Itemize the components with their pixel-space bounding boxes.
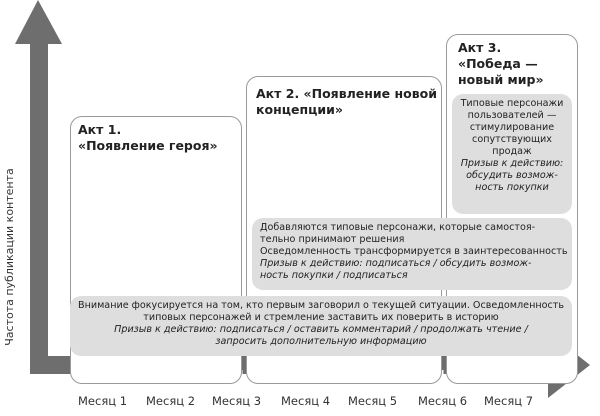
act-2-note-cta-2: ность покупки / подписаться <box>260 270 408 281</box>
act-1-title <box>78 122 218 154</box>
month-label-2: Месяц 2 <box>146 394 196 408</box>
act-2-note <box>252 218 572 290</box>
month-label-1: Месяц 1 <box>78 394 128 408</box>
act-2-note-line-1: Добавляются типовые персонажи, которые самостоя- <box>260 222 536 233</box>
act-3-note-cta-1: Призыв к действию: <box>460 158 564 169</box>
act-1-note-line-1: Внимание фокусируется на том, кто первым заговорил о текущей ситуации. Осведомленность <box>77 300 565 311</box>
act-1-note-cta-1: Призыв к действию: подписаться / оставить комментарий / продолжать чтение / <box>114 324 528 335</box>
month-label-3: Месяц 3 <box>212 394 262 408</box>
act-3-title <box>458 40 544 88</box>
act-3-note-line-5: продаж <box>492 146 532 157</box>
act-1-note-line-2: типовых персонажей и стремление заставить их поверить в историю <box>143 312 499 323</box>
month-label-6: Месяц 6 <box>418 394 468 408</box>
act-2-note-line-2: тельно принимают решения <box>260 234 405 245</box>
act-3-note-cta-2: обсудить возмож- <box>466 170 558 181</box>
act-2-title <box>256 86 437 118</box>
act-2-note-cta-1: Призыв к действию: подписаться / обсудить возмож- <box>260 258 532 269</box>
act-3-note-line-1: Типовые персонажи <box>460 98 564 109</box>
act-1-title-line-2: «Появление героя» <box>78 138 218 153</box>
act-3-note-line-4: сопутствующих <box>472 134 552 145</box>
act-3-note-line-3: стимулирование <box>469 122 555 133</box>
month-label-7: Месяц 7 <box>484 394 534 408</box>
act-3-note-line-2: пользователей — <box>467 110 557 121</box>
act-2-title-line-2: концепции» <box>256 102 343 117</box>
act-2-note-line-3: Осведомленность трансформируется в заинтересованность <box>260 246 568 257</box>
act-3-title-line-3: новый мир» <box>458 72 544 87</box>
act-3-note-cta-3: ность покупки <box>475 182 549 193</box>
act-1-note-cta-2: запросить дополнительную информацию <box>215 336 427 347</box>
y-axis-arrow <box>15 0 62 374</box>
act-2-title-line-1: Акт 2. «Появление новой <box>256 86 437 101</box>
act-3-note <box>452 94 572 214</box>
month-label-5: Месяц 5 <box>348 394 398 408</box>
month-label-4: Месяц 4 <box>281 394 331 408</box>
act-3-title-line-1: Акт 3. <box>458 40 502 55</box>
act-3-title-line-2: «Победа — <box>458 56 538 71</box>
act-1-title-line-1: Акт 1. <box>78 122 122 137</box>
act-1-note <box>70 296 572 356</box>
y-axis-label: Частота публикации контента <box>3 168 16 346</box>
x-axis-month-labels <box>78 394 598 412</box>
